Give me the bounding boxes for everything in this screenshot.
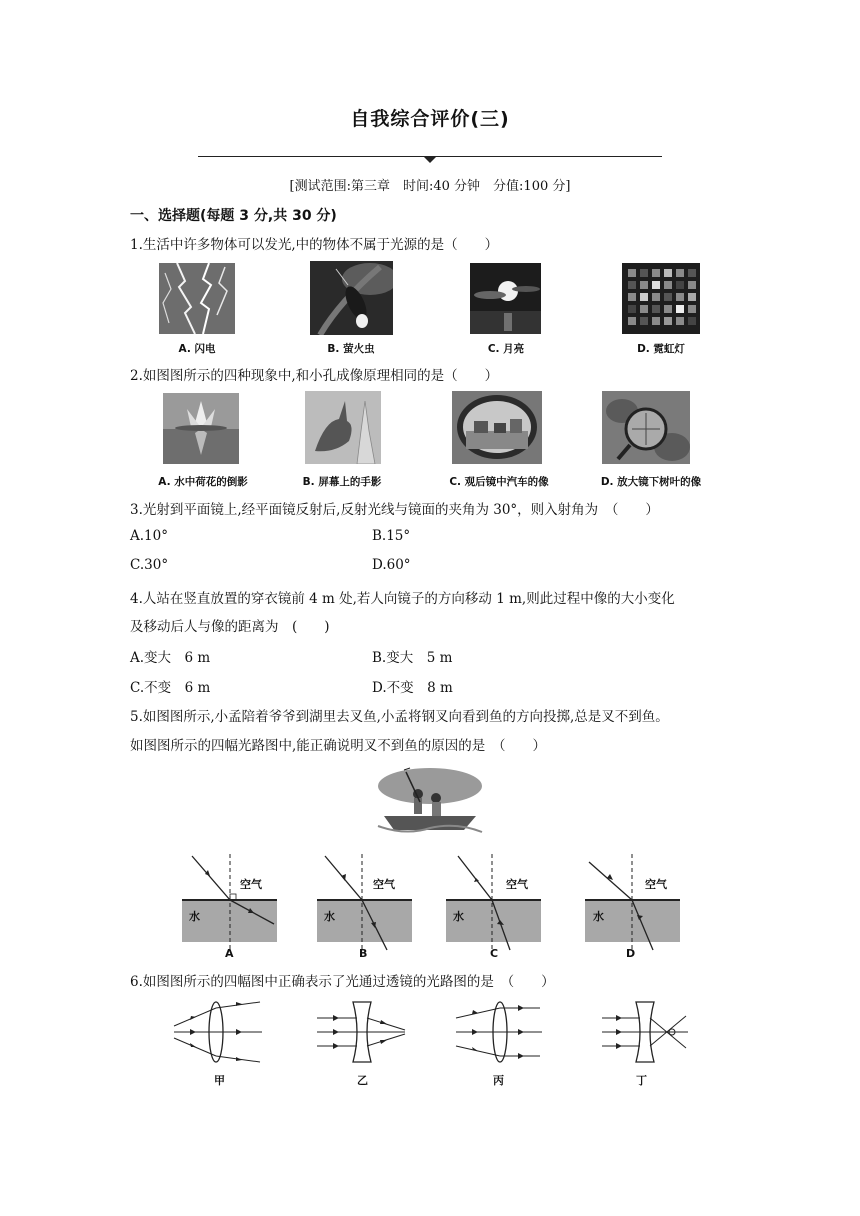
question-4-line-1: 4.人站在竖直放置的穿衣镜前 4 m 处,若人向镜子的方向移动 1 m,则此过程中像的大小变化 [130, 591, 675, 607]
section-heading: 一、选择题(每题 3 分,共 30 分) [130, 208, 337, 224]
lens-diagram-yi [315, 998, 411, 1068]
lens-diagram-bing [452, 998, 548, 1068]
fishing-boat-image [376, 766, 483, 838]
diagram-b-option: B [359, 947, 368, 960]
q3-option-c: C.30° [130, 557, 169, 573]
q1-option-d: D. 霓虹灯 [637, 343, 685, 355]
q4-option-b: B.变大 5 m [372, 650, 453, 666]
question-6: 6.如图图所示的四幅图中正确表示了光通过透镜的光路图的是 （ ） [130, 974, 555, 990]
firefly-image [310, 261, 393, 335]
q2-option-b: B. 屏幕上的手影 [302, 476, 382, 488]
diagram-d-water-label: 水 [593, 910, 604, 923]
diagram-d-option: D [626, 947, 636, 960]
q2-option-c: C. 观后镜中汽车的像 [449, 476, 549, 488]
page-title: 自我综合评价(三) [350, 108, 510, 130]
q4-option-c: C.不变 6 m [130, 680, 211, 696]
question-2: 2.如图图所示的四种现象中,和小孔成像原理相同的是（ ） [130, 368, 499, 384]
q3-option-a: A.10° [130, 528, 168, 544]
q4-option-a: A.变大 6 m [130, 650, 211, 666]
diagram-b-air-label: 空气 [373, 878, 395, 891]
hand-shadow-image [305, 391, 381, 464]
q1-option-b: B. 萤火虫 [327, 343, 375, 355]
car-mirror-image [452, 391, 542, 464]
diagram-c-water-label: 水 [453, 910, 464, 923]
lens-option-bing: 丙 [493, 1074, 504, 1087]
moon-image [470, 263, 541, 334]
divider-marker [423, 156, 437, 163]
question-5-line-2: 如图图所示的四幅光路图中,能正确说明叉不到鱼的原因的是 （ ） [130, 738, 547, 754]
lotus-reflection-image [163, 393, 239, 464]
question-5-line-1: 5.如图图所示,小孟陪着爷爷到湖里去叉鱼,小孟将钢叉向看到鱼的方向投掷,总是叉不到鱼。 [130, 709, 669, 725]
diagram-b-water-label: 水 [324, 910, 335, 923]
lens-option-yi: 乙 [357, 1074, 368, 1087]
q3-option-b: B.15° [372, 528, 411, 544]
diagram-a-option: A [225, 947, 234, 960]
q1-option-c: C. 月亮 [487, 343, 525, 355]
q3-option-d: D.60° [372, 557, 411, 573]
diagram-a-air-label: 空气 [240, 878, 262, 891]
lightning-image [159, 263, 235, 334]
diagram-c-option: C [490, 947, 499, 960]
question-1: 1.生活中许多物体可以发光,中的物体不属于光源的是（ ） [130, 237, 499, 253]
q4-option-d: D.不变 8 m [372, 680, 453, 696]
lens-option-ding: 丁 [636, 1074, 647, 1087]
q1-option-a: A. 闪电 [178, 343, 216, 355]
diagram-c-air-label: 空气 [506, 878, 528, 891]
lens-diagram-jia [172, 998, 268, 1068]
q2-option-d: D. 放大镜下树叶的像 [600, 476, 702, 488]
test-meta: [测试范围:第三章 时间:40 分钟 分值:100 分] [289, 179, 571, 194]
lens-diagram-ding [598, 998, 694, 1068]
lens-option-jia: 甲 [214, 1074, 225, 1087]
q2-option-a: A. 水中荷花的倒影 [158, 476, 248, 488]
neon-light-image [622, 263, 700, 334]
question-4-line-2: 及移动后人与像的距离为 ( ) [130, 619, 330, 635]
magnified-leaf-image [602, 391, 690, 464]
diagram-a-water-label: 水 [189, 910, 200, 923]
question-3: 3.光射到平面镜上,经平面镜反射后,反射光线与镜面的夹角为 30°，则入射角为 （ ） [130, 502, 659, 518]
diagram-d-air-label: 空气 [645, 878, 667, 891]
